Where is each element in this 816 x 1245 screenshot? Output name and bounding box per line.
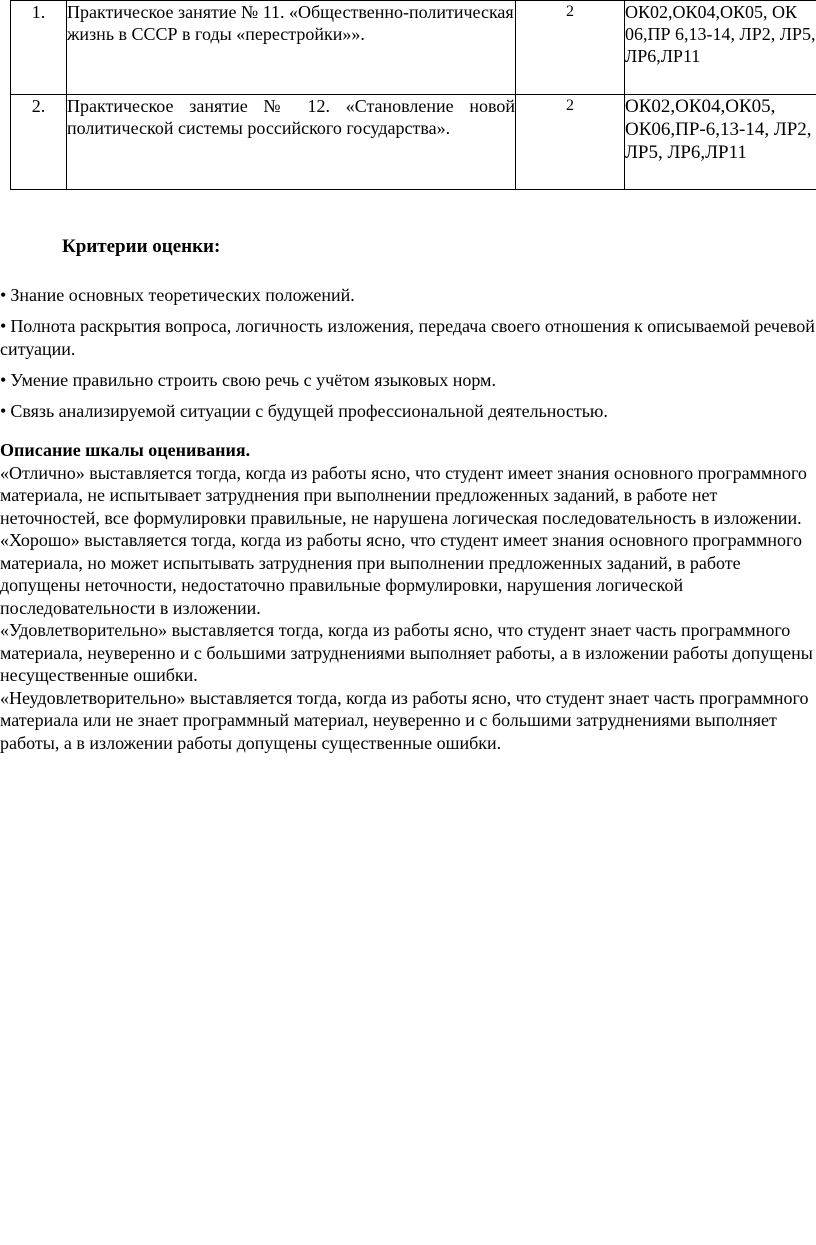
criterion-text: Знание основных теоретических положений.	[10, 285, 355, 305]
bullet-icon: •	[0, 316, 7, 336]
criterion-text: Связь анализируемой ситуации с будущей профессиональной деятельностью.	[10, 401, 608, 421]
bullet-icon: •	[0, 401, 7, 421]
lesson-title: Практическое занятие № 12. «Становление новой политической системы российского государства».	[67, 95, 516, 190]
bullet-icon: •	[0, 370, 7, 390]
scale-heading: Описание шкалы оценивания.	[0, 440, 251, 460]
grade-unsatisfactory: «Неудовлетворительно» выставляется тогда, когда из работы ясно, что студент знает часть программного материала или не знает программный материал, неуверенно и с большими затруднениями выполняет работы, а в изложении работы допущены существенные ошибки.	[0, 687, 809, 753]
lesson-title: Практическое занятие № 11. «Общественно-политическая жизнь в СССР в годы «перестройки»».	[67, 1, 516, 95]
list-item	[0, 369, 816, 392]
competency-codes: ОК02,ОК04,ОК05, ОК 06,ПР 6,13-14, ЛР2, ЛР5, ЛР6,ЛР11	[625, 1, 816, 95]
criterion-text: Умение правильно строить свою речь с учётом языковых норм.	[10, 370, 496, 390]
criteria-heading: Критерии оценки:	[62, 236, 221, 257]
lesson-hours: 2	[516, 1, 625, 95]
competency-codes: ОК02,ОК04,ОК05, ОК06,ПР-6,13-14, ЛР2, ЛР5, ЛР6,ЛР11	[625, 95, 816, 190]
criterion-text: Полнота раскрытия вопроса, логичность изложения, передача своего отношения к описываемой речевой ситуации.	[0, 316, 815, 359]
row-number: 2.	[11, 95, 67, 190]
table-row	[11, 1, 816, 95]
criteria-list	[0, 284, 816, 431]
grade-excellent: «Отлично» выставляется тогда, когда из работы ясно, что студент имеет знания основного программного материала, не испытывает затруднения при выполнении предложенных заданий, в работе нет неточностей, все формулировки правильные, не нарушена логическая последовательность в изложении.	[0, 462, 807, 528]
grade-satisfactory: «Удовлетворительно» выставляется тогда, когда из работы ясно, что студент знает часть программного материала, неуверенно и с большими затруднениями выполняет работы, а в изложении работы допущены несущественные ошибки.	[0, 620, 813, 685]
table-row	[11, 95, 816, 190]
lessons-table	[10, 0, 816, 190]
grading-scale	[0, 439, 816, 754]
list-item	[0, 315, 816, 361]
list-item	[0, 284, 816, 307]
list-item	[0, 400, 816, 423]
lesson-hours: 2	[516, 95, 625, 190]
grade-good: «Хорошо» выставляется тогда, когда из работы ясно, что студент имеет знания основного программного материала, но может испытывать затруднения при выполнении предложенных заданий, в работе допущены неточности, недостаточно правильные формулировки, нарушения логической последовательности в изложении.	[0, 530, 802, 618]
bullet-icon: •	[0, 285, 7, 305]
row-number: 1.	[11, 1, 67, 95]
